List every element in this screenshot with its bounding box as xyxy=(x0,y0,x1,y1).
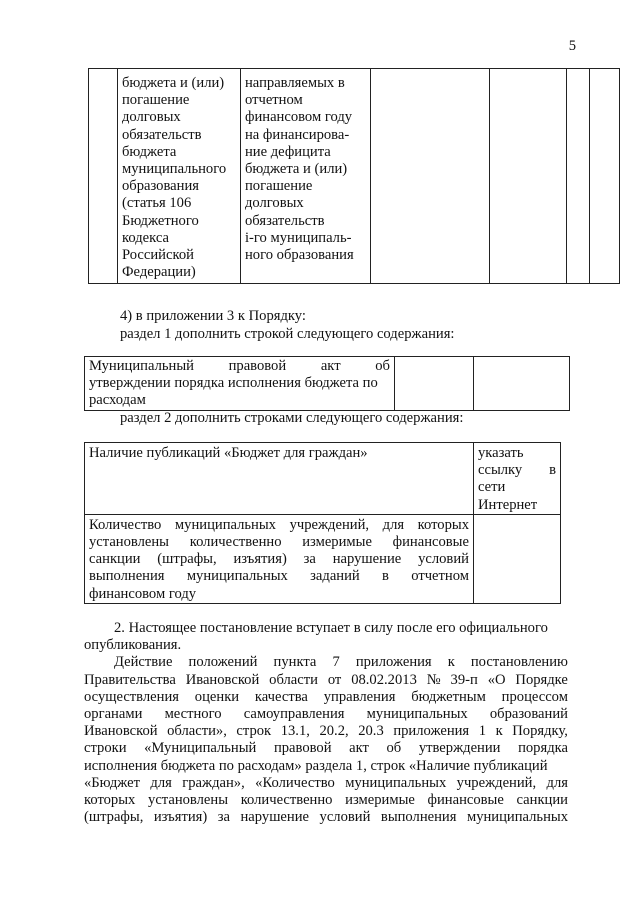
word: 7 xyxy=(332,654,340,671)
word: органами xyxy=(84,706,143,723)
cell-line: Бюджетного xyxy=(122,212,199,229)
word: Правительства xyxy=(84,671,176,688)
word: образований xyxy=(489,706,568,723)
word: Действие xyxy=(114,654,173,671)
word: качества xyxy=(254,688,308,705)
word: осуществления xyxy=(84,688,179,705)
word: процессом xyxy=(501,688,568,705)
word: муниципальных xyxy=(345,774,447,791)
cell-line: на финансирова- xyxy=(245,126,350,143)
cell-line: i-го муниципаль- xyxy=(245,229,352,246)
word: строк xyxy=(236,723,272,740)
word: к xyxy=(495,723,503,740)
word: количественно xyxy=(240,792,333,809)
table-row xyxy=(85,357,570,411)
word: муниципальных xyxy=(186,568,288,585)
text-line: опубликования. xyxy=(84,637,182,654)
word: для xyxy=(382,516,405,533)
word: за xyxy=(217,809,230,826)
word: изъятия) xyxy=(153,809,208,826)
table-section-2 xyxy=(84,442,561,604)
word: санкции xyxy=(89,551,141,568)
cell-line: муниципального xyxy=(122,161,227,178)
word: 1 xyxy=(478,723,487,740)
word: (штрафы, xyxy=(157,551,217,568)
word: приложения xyxy=(393,723,470,740)
word: (штрафы, xyxy=(84,809,144,826)
text-line xyxy=(84,672,568,689)
cell-line xyxy=(89,534,469,551)
word: области», xyxy=(167,723,227,740)
word: акт xyxy=(320,358,341,374)
table-cell-description xyxy=(118,69,241,284)
word: Порядку, xyxy=(512,723,568,740)
body-text xyxy=(84,620,568,826)
table-cell-empty xyxy=(474,514,561,603)
cell-line: расходам xyxy=(89,392,146,409)
word: 20.3 xyxy=(358,723,384,740)
word: финансовые xyxy=(392,534,469,551)
word: установлены xyxy=(148,792,229,809)
cell-line: Российской xyxy=(122,247,194,264)
word: заданий xyxy=(310,568,360,585)
table-section-1 xyxy=(84,356,570,411)
cell-line: указать xyxy=(478,445,524,461)
word: правовой xyxy=(273,740,332,757)
cell-line: Интернет xyxy=(478,496,538,513)
word: области xyxy=(269,671,318,688)
word: отчетном xyxy=(411,568,469,585)
cell-line: сети xyxy=(478,479,506,496)
word: «Количество xyxy=(255,774,335,791)
word: местного xyxy=(164,706,222,723)
word: измеримые xyxy=(302,534,372,551)
cell-line: Федерации) xyxy=(122,264,196,281)
word: 20.2, xyxy=(319,723,349,740)
table-cell-empty xyxy=(567,69,590,284)
word: в xyxy=(382,568,389,585)
text-line xyxy=(84,758,568,775)
cell-line: финансовом году xyxy=(245,109,353,126)
cell-line: образования xyxy=(122,178,199,195)
text-line: 2. Настоящее постановление вступает в силу после его официального xyxy=(114,620,548,636)
word: изъятия) xyxy=(233,551,287,568)
word: «Муниципальный xyxy=(144,740,257,757)
cell-line: утверждении порядка исполнения бюджета по xyxy=(89,375,378,392)
text-line xyxy=(84,792,568,809)
word: бюджетным xyxy=(411,688,486,705)
word: нарушение xyxy=(240,809,310,826)
cell-line: погашение xyxy=(245,178,313,195)
word: Муниципальный xyxy=(89,358,194,374)
table-cell-text xyxy=(85,357,395,411)
cell-line: кодекса xyxy=(122,229,169,246)
word: Ивановской xyxy=(185,671,260,688)
word: количественно xyxy=(189,534,282,551)
word: граждан», xyxy=(182,774,245,791)
text-line xyxy=(84,654,568,671)
word: порядка xyxy=(518,740,568,757)
word: правовой xyxy=(228,358,287,374)
word: 39-п xyxy=(450,671,478,688)
word: утверждении xyxy=(418,740,501,757)
word: нарушение xyxy=(332,551,402,568)
word: от xyxy=(327,671,342,688)
word: Порядке xyxy=(515,671,568,688)
word: «О xyxy=(487,671,506,688)
word: которых xyxy=(84,792,136,809)
word: Количество xyxy=(89,516,162,533)
word: положений xyxy=(188,654,258,671)
table-row xyxy=(85,443,561,515)
word: Ивановской xyxy=(84,723,158,740)
table-continuation xyxy=(88,68,620,284)
table-cell-formula xyxy=(241,69,371,284)
word: в xyxy=(549,462,556,479)
text-line xyxy=(84,740,568,757)
word: за xyxy=(303,551,316,568)
word: 13.1, xyxy=(280,723,310,740)
text-line xyxy=(84,706,568,723)
paragraph-section-2: раздел 2 дополнить строками следующего содержания: xyxy=(120,410,464,426)
cell-line: отчетном xyxy=(245,92,303,109)
cell-line: ного образования xyxy=(245,247,354,264)
word: санкции xyxy=(516,792,568,809)
cell-line xyxy=(89,551,469,568)
table-cell-empty xyxy=(89,69,118,284)
word: выполнения xyxy=(89,568,165,585)
word: условий xyxy=(418,551,469,568)
cell-line xyxy=(89,517,469,534)
cell-line: направляемых в xyxy=(245,75,345,91)
cell-line xyxy=(89,568,469,585)
word: учреждений, xyxy=(289,516,370,533)
word: учреждений, xyxy=(456,774,537,791)
table-cell-empty xyxy=(371,69,490,284)
word: об xyxy=(386,740,402,757)
table-cell-empty xyxy=(474,357,570,411)
paragraph-item-4: 4) в приложении 3 к Порядку: xyxy=(120,308,306,324)
text-line xyxy=(84,723,568,740)
cell-line: бюджета и (или) xyxy=(245,161,348,178)
word: для xyxy=(546,774,568,791)
word: муниципальных xyxy=(366,706,468,723)
table-row xyxy=(89,69,620,284)
word: приложения xyxy=(355,654,432,671)
word: пункта xyxy=(273,654,317,671)
table-cell-empty xyxy=(395,357,474,411)
word: самоуправления xyxy=(243,706,345,723)
word: измеримые xyxy=(345,792,415,809)
word: оценки xyxy=(194,688,240,705)
word: 08.02.2013 xyxy=(351,671,417,688)
cell-line: долговых xyxy=(122,109,181,126)
word: постановлению xyxy=(470,654,568,671)
cell-line: ние дефицита xyxy=(245,143,331,160)
word: для xyxy=(150,774,172,791)
cell-line: обязательств xyxy=(122,126,202,143)
table-cell-note xyxy=(474,443,561,515)
word: «Бюджет xyxy=(84,774,141,791)
word: муниципальных xyxy=(466,809,568,826)
cell-line xyxy=(478,462,556,479)
word: к xyxy=(447,654,455,671)
text-line xyxy=(84,775,568,792)
word: установлены xyxy=(89,534,169,551)
cell-line: долговых xyxy=(245,195,304,212)
table-cell-text: Наличие публикаций «Бюджет для граждан» xyxy=(85,443,474,515)
word: условий xyxy=(319,809,371,826)
page-number: 5 xyxy=(568,38,576,54)
table-row xyxy=(85,514,561,603)
word: исполнения бюджета по расходам» раздела 1, строк «Наличие публикаций xyxy=(84,757,548,774)
word: акт xyxy=(349,740,369,757)
cell-line: обязательств xyxy=(245,212,325,229)
text-line xyxy=(84,689,568,706)
word: которых xyxy=(417,516,469,533)
cell-line: финансовом году xyxy=(89,585,197,602)
word: № xyxy=(426,671,441,688)
word: об xyxy=(375,358,390,374)
word: строки xyxy=(84,740,127,757)
word: муниципальных xyxy=(174,516,276,533)
text-line xyxy=(84,809,568,826)
table-cell-empty xyxy=(590,69,620,284)
word: ссылку xyxy=(478,462,523,479)
paragraph-section-1: раздел 1 дополнить строкой следующего содержания: xyxy=(120,326,455,342)
word: выполнения xyxy=(380,809,457,826)
cell-line xyxy=(89,358,390,375)
word: финансовые xyxy=(427,792,504,809)
word: управления xyxy=(323,688,396,705)
cell-line: погашение xyxy=(122,92,190,109)
paragraph-effect xyxy=(84,654,568,826)
cell-line: бюджета xyxy=(122,143,177,160)
table-cell-text xyxy=(85,514,474,603)
cell-line: бюджета и (или) xyxy=(122,75,225,91)
table-cell-empty xyxy=(490,69,567,284)
cell-line: (статья 106 xyxy=(122,195,192,212)
